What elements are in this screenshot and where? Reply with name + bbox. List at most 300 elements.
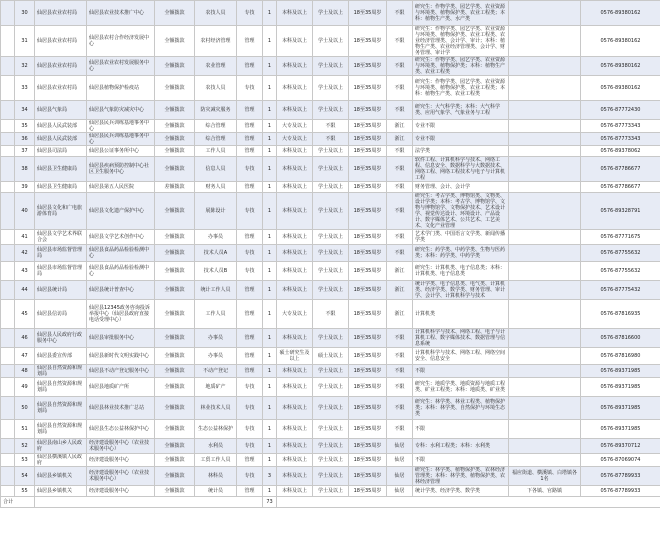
post-cell: 技术人员B	[195, 262, 237, 281]
count-cell: 1	[263, 420, 277, 439]
age-cell: 18至35周岁	[349, 157, 387, 182]
unit-cell: 仙居县文化和广电旅游体育局	[35, 193, 87, 230]
type-cell: 专技	[237, 1, 263, 26]
degree-cell: 学士及以上	[313, 76, 349, 101]
degree-cell: 学士及以上	[313, 486, 349, 497]
post-cell: 办事员	[195, 230, 237, 245]
household-cell: 浙江	[387, 133, 413, 146]
nature-cell: 全额拨款	[155, 486, 195, 497]
phone-cell: 0576-89371985	[581, 378, 660, 397]
degree-cell: 学士及以上	[313, 281, 349, 300]
phone-cell: 0576-87789933	[581, 467, 660, 486]
degree-cell: 学士及以上	[313, 420, 349, 439]
age-cell: 18至35周岁	[349, 230, 387, 245]
post-cell: 生态公益林保护	[195, 420, 237, 439]
count-cell: 1	[263, 365, 277, 378]
post-cell: 综合管理	[195, 120, 237, 133]
post-cell: 林业技术人员	[195, 397, 237, 420]
household-cell: 不限	[387, 101, 413, 120]
unit-cell: 仙居县横溪镇人民政府	[35, 454, 87, 467]
education-cell: 本科及以上	[277, 157, 313, 182]
post-cell: 防灾减灾服务	[195, 101, 237, 120]
age-cell: 18至35周岁	[349, 486, 387, 497]
count-cell: 1	[263, 439, 277, 454]
unit-cell: 仙居县自然资源和规划局	[35, 378, 87, 397]
count-cell: 1	[263, 182, 277, 193]
degree-cell: 硕士及以上	[313, 348, 349, 365]
type-cell: 专技	[237, 420, 263, 439]
seq-cell: 50	[15, 397, 35, 420]
nature-cell: 全额拨款	[155, 146, 195, 157]
unit-cell: 仙居县统计局	[35, 281, 87, 300]
education-cell: 本科及以上	[277, 439, 313, 454]
unit-cell: 仙居县市场监督管理局	[35, 245, 87, 262]
blank-cell	[1, 101, 15, 120]
degree-cell: 学士及以上	[313, 378, 349, 397]
unit-cell: 仙居县乡镇机关	[35, 467, 87, 486]
blank-cell	[1, 281, 15, 300]
blank-cell	[1, 300, 15, 329]
post-cell: 工作人员	[195, 146, 237, 157]
nature-cell: 全额拨款	[155, 101, 195, 120]
nature-cell: 全额拨款	[155, 76, 195, 101]
blank-cell	[1, 120, 15, 133]
nature-cell: 差额拨款	[155, 182, 195, 193]
seq-cell: 55	[15, 486, 35, 497]
seq-cell: 35	[15, 120, 35, 133]
seq-cell: 46	[15, 329, 35, 348]
major-cell: 专科：水利工程类；本科：水利类	[413, 439, 509, 454]
count-cell: 1	[263, 76, 277, 101]
nature-cell: 全额拨款	[155, 365, 195, 378]
post-unit-cell: 仙居县农业技术推广中心	[87, 1, 155, 26]
count-cell: 1	[263, 193, 277, 230]
count-cell: 1	[263, 397, 277, 420]
nature-cell: 全额拨款	[155, 133, 195, 146]
type-cell: 管理	[237, 146, 263, 157]
age-cell: 18至35周岁	[349, 146, 387, 157]
nature-cell: 全额拨款	[155, 245, 195, 262]
blank-cell	[1, 193, 15, 230]
education-cell: 本科及以上	[277, 378, 313, 397]
count-cell: 1	[263, 281, 277, 300]
table-row	[1, 120, 660, 133]
nature-cell: 全额拨款	[155, 467, 195, 486]
age-cell: 18至35周岁	[349, 454, 387, 467]
notes-cell	[509, 365, 581, 378]
type-cell: 管理	[237, 329, 263, 348]
blank-cell	[1, 397, 15, 420]
age-cell: 18至35周岁	[349, 101, 387, 120]
education-cell: 本科及以上	[277, 329, 313, 348]
count-cell: 1	[263, 57, 277, 76]
unit-cell: 仙居县人民武装部	[35, 133, 87, 146]
blank-cell	[1, 146, 15, 157]
seq-cell: 33	[15, 76, 35, 101]
education-cell: 本科及以上	[277, 182, 313, 193]
blank-cell	[1, 467, 15, 486]
seq-cell: 49	[15, 378, 35, 397]
post-cell: 财务人员	[195, 182, 237, 193]
total-spacer	[35, 497, 263, 508]
type-cell: 专技	[237, 262, 263, 281]
nature-cell: 全额拨款	[155, 262, 195, 281]
notes-cell	[509, 26, 581, 57]
nature-cell: 全额拨款	[155, 397, 195, 420]
unit-cell: 仙居县农业农村局	[35, 76, 87, 101]
nature-cell: 全额拨款	[155, 348, 195, 365]
major-cell: 研究生：作物学类、园艺学类、农业资源与环境类、植物保护类；本科：植物生产类、农业工程类	[413, 57, 509, 76]
age-cell: 18至35周岁	[349, 397, 387, 420]
major-cell: 不限	[413, 420, 509, 439]
notes-cell	[509, 193, 581, 230]
notes-cell: 福应街道、横溪镇、白塔镇各1名	[509, 467, 581, 486]
seq-cell: 31	[15, 26, 35, 57]
unit-cell: 仙居县文学艺术界联合会	[35, 230, 87, 245]
notes-cell	[509, 300, 581, 329]
unit-cell: 仙居县自然资源和规划局	[35, 365, 87, 378]
unit-cell: 仙居县自然资源和规划局	[35, 420, 87, 439]
table-row	[1, 101, 660, 120]
education-cell: 本科及以上	[277, 262, 313, 281]
education-cell: 本科及以上	[277, 26, 313, 57]
post-unit-cell: 仙居县统计普查中心	[87, 281, 155, 300]
major-cell: 专业不限	[413, 120, 509, 133]
household-cell: 仙居	[387, 454, 413, 467]
degree-cell: 学士及以上	[313, 397, 349, 420]
notes-cell	[509, 329, 581, 348]
phone-cell: 0576-89380162	[581, 26, 660, 57]
major-cell: 不限	[413, 365, 509, 378]
blank-cell	[1, 133, 15, 146]
notes-cell	[509, 348, 581, 365]
notes-cell	[509, 262, 581, 281]
education-cell: 本科及以上	[277, 230, 313, 245]
nature-cell: 全额拨款	[155, 281, 195, 300]
unit-cell: 仙居县市场监督管理局	[35, 262, 87, 281]
notes-cell	[509, 397, 581, 420]
major-cell: 计算机类	[413, 300, 509, 329]
unit-cell: 仙居县南山乡人民政府	[35, 439, 87, 454]
notes-cell	[509, 439, 581, 454]
unit-cell: 仙居县人民政府行政服务中心	[35, 329, 87, 348]
phone-cell: 0576-87786677	[581, 157, 660, 182]
age-cell: 18至35周岁	[349, 1, 387, 26]
household-cell: 不限	[387, 76, 413, 101]
age-cell: 18至35周岁	[349, 365, 387, 378]
count-cell: 1	[263, 348, 277, 365]
major-cell: 研究生：林学类、植物保护类、农林经济管理类；本科：林学类、植物保护类、农林经济管理	[413, 467, 509, 486]
post-unit-cell: 经济建设服务中心（农业技术服务中心）	[87, 467, 155, 486]
count-cell: 1	[263, 300, 277, 329]
table-row	[1, 133, 660, 146]
education-cell: 本科及以上	[277, 365, 313, 378]
blank-cell	[1, 57, 15, 76]
notes-cell: 下各镇、官路镇	[509, 486, 581, 497]
post-unit-cell: 仙居县林业技术推广总站	[87, 397, 155, 420]
degree-cell: 不限	[313, 300, 349, 329]
age-cell: 18至35周岁	[349, 245, 387, 262]
phone-cell: 0576-87816935	[581, 300, 660, 329]
phone-cell: 0576-87816980	[581, 348, 660, 365]
nature-cell: 全额拨款	[155, 157, 195, 182]
notes-cell	[509, 230, 581, 245]
unit-cell: 仙居县委宣传部	[35, 348, 87, 365]
post-cell: 综合管理	[195, 133, 237, 146]
major-cell: 统计学类、经济学类、数学类	[413, 486, 509, 497]
table-row	[1, 467, 660, 486]
education-cell: 大专及以上	[277, 120, 313, 133]
unit-cell: 仙居县乡镇机关	[35, 486, 87, 497]
phone-cell: 0576-87775432	[581, 281, 660, 300]
major-cell: 专业不限	[413, 133, 509, 146]
type-cell: 专技	[237, 439, 263, 454]
household-cell: 不限	[387, 397, 413, 420]
post-unit-cell: 仙居县12345政务咨询投诉举报中心（仙居县政府直接电话受理中心）	[87, 300, 155, 329]
age-cell: 18至35周岁	[349, 193, 387, 230]
age-cell: 18至35周岁	[349, 57, 387, 76]
table-row	[1, 57, 660, 76]
age-cell: 18至35周岁	[349, 439, 387, 454]
post-unit-cell: 仙居县文学艺术创作中心	[87, 230, 155, 245]
age-cell: 18至35周岁	[349, 262, 387, 281]
phone-cell: 0576-87786677	[581, 182, 660, 193]
unit-cell: 仙居县信访局	[35, 300, 87, 329]
phone-cell: 0576-89371985	[581, 397, 660, 420]
table-row	[1, 365, 660, 378]
education-cell: 硕士研究生及以上	[277, 348, 313, 365]
household-cell: 不限	[387, 157, 413, 182]
type-cell: 专技	[237, 378, 263, 397]
phone-cell: 0576-89371985	[581, 420, 660, 439]
table-row	[1, 262, 660, 281]
education-cell: 本科及以上	[277, 101, 313, 120]
education-cell: 大专及以上	[277, 300, 313, 329]
total-count: 73	[263, 497, 277, 508]
major-cell: 研究生：计算机类、电子信息类；本科：计算机类、电子信息类	[413, 262, 509, 281]
total-row	[1, 497, 660, 508]
blank-cell	[1, 348, 15, 365]
table-row	[1, 420, 660, 439]
phone-cell: 0576-87789933	[581, 486, 660, 497]
count-cell: 1	[263, 133, 277, 146]
type-cell: 管理	[237, 486, 263, 497]
degree-cell: 学士及以上	[313, 245, 349, 262]
household-cell: 不限	[387, 146, 413, 157]
major-cell: 统计学类、电子信息类、电气类、计算机类、经济学类、数学类、财务管理、审计学、会计学、计算机科学与技术	[413, 281, 509, 300]
blank-cell	[1, 439, 15, 454]
table-row	[1, 230, 660, 245]
table-row	[1, 454, 660, 467]
nature-cell: 全额拨款	[155, 454, 195, 467]
major-cell: 艺术学门类、中国语言文学类、新闻传播学类	[413, 230, 509, 245]
age-cell: 18至35周岁	[349, 76, 387, 101]
seq-cell: 45	[15, 300, 35, 329]
post-unit-cell: 经济建设服务中心	[87, 486, 155, 497]
post-unit-cell: 仙居县不动产登记服务中心	[87, 365, 155, 378]
unit-cell: 仙居县卫生健康局	[35, 182, 87, 193]
age-cell: 18至35周岁	[349, 300, 387, 329]
type-cell: 管理	[237, 281, 263, 300]
post-unit-cell: 仙居县公证事务所中心	[87, 146, 155, 157]
count-cell: 1	[263, 378, 277, 397]
count-cell: 1	[263, 454, 277, 467]
notes-cell	[509, 146, 581, 157]
household-cell: 浙江	[387, 300, 413, 329]
type-cell: 管理	[237, 57, 263, 76]
degree-cell: 学士及以上	[313, 454, 349, 467]
phone-cell: 0576-87771675	[581, 230, 660, 245]
type-cell: 专技	[237, 157, 263, 182]
major-cell: 研究生：药学类、中药学类、生物与医药类；本科：药学类、中药学类	[413, 245, 509, 262]
nature-cell: 全额拨款	[155, 420, 195, 439]
blank-cell	[1, 26, 15, 57]
seq-cell: 47	[15, 348, 35, 365]
table-row	[1, 157, 660, 182]
notes-cell	[509, 245, 581, 262]
seq-cell: 43	[15, 262, 35, 281]
table-row	[1, 486, 660, 497]
age-cell: 18至35周岁	[349, 467, 387, 486]
degree-cell: 学士及以上	[313, 1, 349, 26]
phone-cell: 0576-87816600	[581, 329, 660, 348]
post-cell: 农技人员	[195, 76, 237, 101]
education-cell: 大专及以上	[277, 133, 313, 146]
household-cell: 不限	[387, 420, 413, 439]
post-cell: 农业管理	[195, 57, 237, 76]
major-cell: 研究生：林学类、林业工程类、植物保护类；本科：林学类、自然保护与环境生态类	[413, 397, 509, 420]
household-cell: 不限	[387, 1, 413, 26]
phone-cell: 0576-87755632	[581, 262, 660, 281]
seq-cell: 53	[15, 454, 35, 467]
post-unit-cell: 仙居县气象防灾减灾中心	[87, 101, 155, 120]
major-cell: 研究生：地质学类、地质资源与地质工程类、矿业工程类；本科：地质类、矿业类	[413, 378, 509, 397]
household-cell: 不限	[387, 57, 413, 76]
major-cell: 研究生：考古学类、博物馆类、文物类、设计学类；本科：考古学、博物馆学、文物与博物馆学、文物保护技术、艺术设计学、视觉传达设计、环境设计、产品设计、数字媒体艺术、公共艺术、工艺美术、文化产业管理	[413, 193, 509, 230]
degree-cell: 学士及以上	[313, 146, 349, 157]
seq-cell: 54	[15, 467, 35, 486]
count-cell: 1	[263, 26, 277, 57]
major-cell: 财务管理、会计、会计学	[413, 182, 509, 193]
nature-cell: 全额拨款	[155, 300, 195, 329]
post-unit-cell: 仙居县植物保护检疫站	[87, 76, 155, 101]
table-row	[1, 193, 660, 230]
blank-cell	[1, 76, 15, 101]
phone-cell: 0576-87069074	[581, 454, 660, 467]
post-cell: 地质矿产	[195, 378, 237, 397]
type-cell: 管理	[237, 101, 263, 120]
education-cell: 本科及以上	[277, 146, 313, 157]
blank-cell	[1, 454, 15, 467]
nature-cell: 全额拨款	[155, 439, 195, 454]
household-cell: 不限	[387, 329, 413, 348]
post-cell: 信息人员	[195, 157, 237, 182]
post-cell: 办事员	[195, 329, 237, 348]
degree-cell: 学士及以上	[313, 26, 349, 57]
notes-cell	[509, 1, 581, 26]
table-row	[1, 281, 660, 300]
count-cell: 1	[263, 262, 277, 281]
count-cell: 1	[263, 101, 277, 120]
seq-cell: 37	[15, 146, 35, 157]
type-cell: 管理	[237, 182, 263, 193]
education-cell: 本科及以上	[277, 245, 313, 262]
degree-cell: 学士及以上	[313, 439, 349, 454]
education-cell: 本科及以上	[277, 420, 313, 439]
post-unit-cell: 仙居县疾病预防控制中心社区卫生服务中心	[87, 157, 155, 182]
count-cell: 1	[263, 245, 277, 262]
seq-cell: 52	[15, 439, 35, 454]
post-cell: 展陈设计	[195, 193, 237, 230]
type-cell: 管理	[237, 133, 263, 146]
blank-cell	[1, 262, 15, 281]
type-cell: 专技	[237, 76, 263, 101]
count-cell: 1	[263, 329, 277, 348]
table-row	[1, 439, 660, 454]
type-cell: 管理	[237, 348, 263, 365]
household-cell: 不限	[387, 245, 413, 262]
degree-cell: 学士及以上	[313, 230, 349, 245]
nature-cell: 全额拨款	[155, 57, 195, 76]
education-cell: 本科及以上	[277, 486, 313, 497]
post-cell: 统计员	[195, 486, 237, 497]
unit-cell: 仙居县人民武装部	[35, 120, 87, 133]
household-cell: 不限	[387, 378, 413, 397]
degree-cell: 学士及以上	[313, 193, 349, 230]
notes-cell	[509, 76, 581, 101]
post-cell: 办事员	[195, 348, 237, 365]
notes-cell	[509, 157, 581, 182]
education-cell: 本科及以上	[277, 467, 313, 486]
household-cell: 浙江	[387, 262, 413, 281]
household-cell: 浙江	[387, 281, 413, 300]
notes-cell	[509, 57, 581, 76]
education-cell: 本科及以上	[277, 397, 313, 420]
blank-cell	[1, 1, 15, 26]
post-cell: 水利员	[195, 439, 237, 454]
household-cell: 不限	[387, 182, 413, 193]
type-cell: 管理	[237, 120, 263, 133]
major-cell: 研究生：作物学类、园艺学类、农业资源与环境类、植物保护类、农业工程类；本科：植物生产类、农业工程类	[413, 76, 509, 101]
major-cell: 计算机科学与技术、网络工程、电子与计算机工程、数字媒体技术、数据管理与信息系统	[413, 329, 509, 348]
post-unit-cell: 仙居县民兵训练基地事务中心	[87, 120, 155, 133]
phone-cell: 0576-87773343	[581, 133, 660, 146]
type-cell: 专技	[237, 397, 263, 420]
table-row	[1, 329, 660, 348]
type-cell: 专技	[237, 245, 263, 262]
table-row	[1, 348, 660, 365]
age-cell: 18至35周岁	[349, 182, 387, 193]
age-cell: 18至35周岁	[349, 281, 387, 300]
degree-cell: 学士及以上	[313, 57, 349, 76]
notes-cell	[509, 101, 581, 120]
count-cell: 1	[263, 230, 277, 245]
nature-cell: 全额拨款	[155, 26, 195, 57]
household-cell: 不限	[387, 365, 413, 378]
post-unit-cell: 仙居县农村合作经济发展中心	[87, 26, 155, 57]
degree-cell: 学士及以上	[313, 329, 349, 348]
phone-cell: 0576-89380162	[581, 1, 660, 26]
phone-cell: 0576-87755632	[581, 245, 660, 262]
blank-cell	[1, 157, 15, 182]
blank-cell	[1, 182, 15, 193]
degree-cell: 学士及以上	[313, 157, 349, 182]
major-cell: 法学类	[413, 146, 509, 157]
phone-cell: 0576-87773343	[581, 120, 660, 133]
nature-cell: 全额拨款	[155, 120, 195, 133]
table-row	[1, 1, 660, 26]
unit-cell: 仙居县农业农村局	[35, 57, 87, 76]
